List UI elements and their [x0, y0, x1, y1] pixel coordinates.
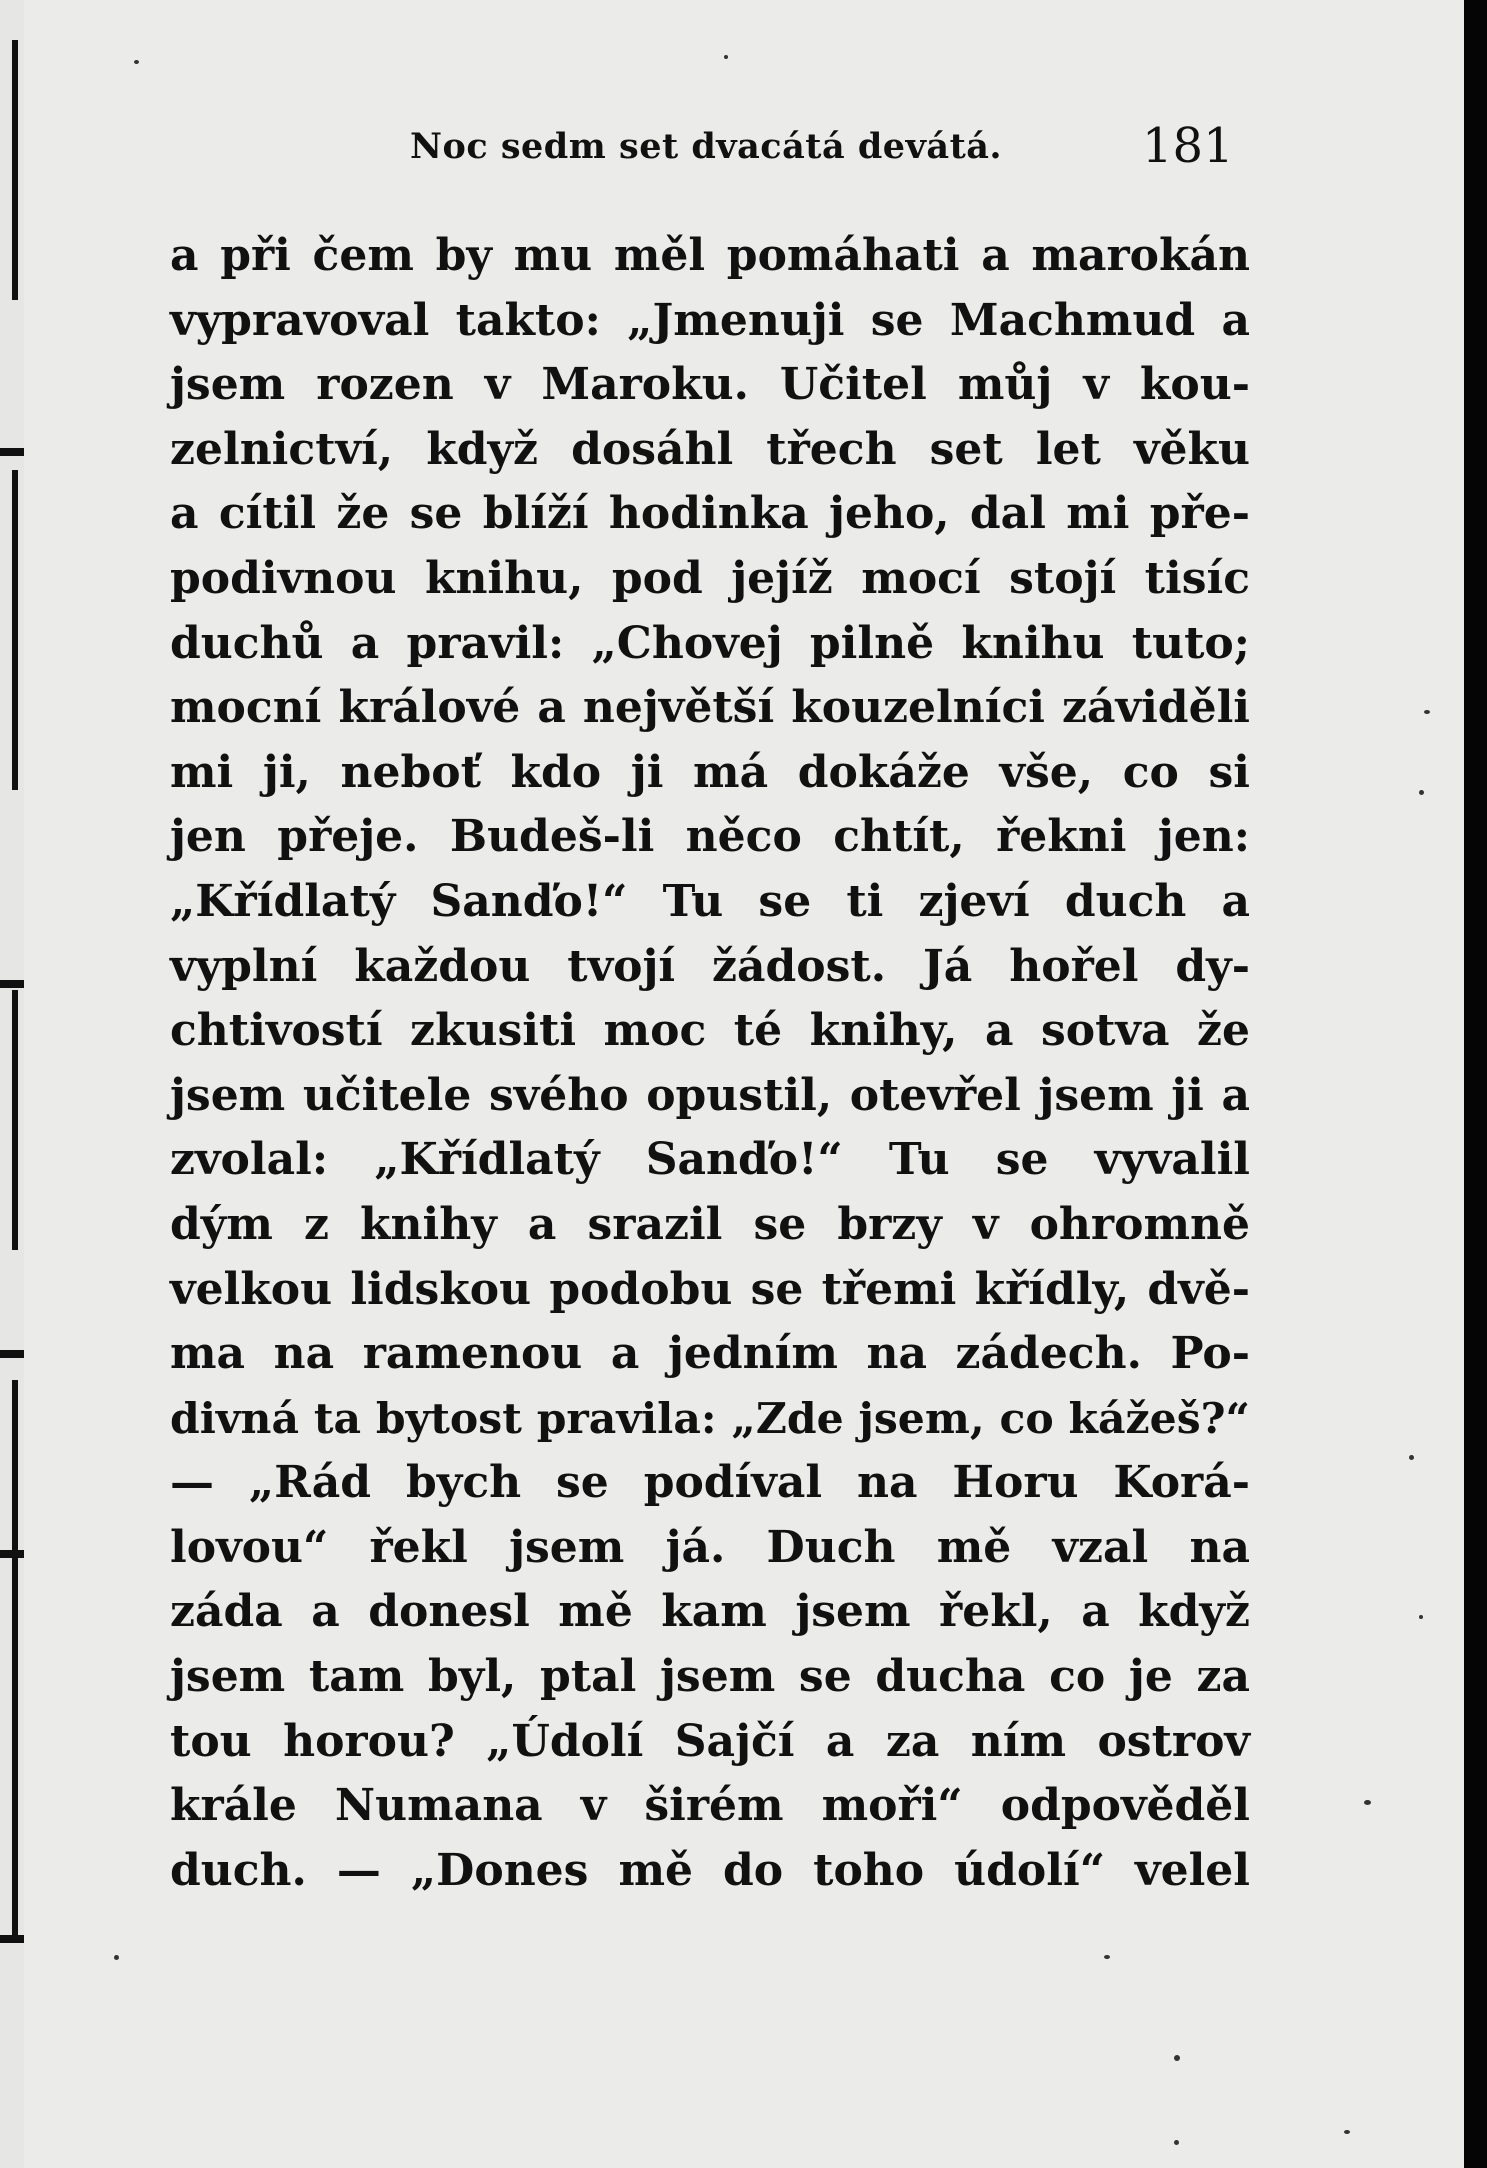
text-line: duch. — „Dones mě do toho údolí“ velel	[170, 1844, 1250, 1896]
scan-right-edge	[1464, 0, 1487, 2168]
text-line: — „Rád bych se podíval na Horu Korá-	[170, 1457, 1250, 1509]
text-line: zelnictví, když dosáhl třech set let věku	[170, 423, 1250, 475]
text-line: zvolal: „Křídlatý Sanďo!“ Tu se vyvalil	[170, 1134, 1250, 1186]
text-line: lovou“ řekl jsem já. Duch mě vzal na	[170, 1521, 1250, 1573]
text-line: jen přeje. Budeš-li něco chtít, řekni jen:	[170, 811, 1250, 863]
scan-speck	[724, 55, 728, 59]
text-line: ma na ramenou a jedním na zádech. Po-	[170, 1328, 1250, 1380]
scan-speck	[1174, 2055, 1180, 2061]
scan-speck	[1424, 710, 1430, 714]
text-line: podivnou knihu, pod jejíž mocí stojí tisíc	[170, 552, 1250, 604]
scan-speck	[134, 60, 139, 64]
text-line: vypravoval takto: „Jmenuji se Machmud a	[170, 294, 1250, 346]
gutter-rule	[12, 1560, 18, 1940]
scan-speck	[114, 1955, 119, 1960]
scan-speck	[1174, 2140, 1179, 2145]
text-line: záda a donesl mě kam jsem řekl, a když	[170, 1586, 1250, 1638]
page-header	[24, 118, 1464, 178]
scan-speck	[1364, 1800, 1371, 1805]
text-line: vyplní každou tvojí žádost. Já hořel dy-	[170, 940, 1250, 992]
scan-left-gutter	[0, 0, 24, 2168]
text-line: mocní králové a největší kouzelníci záviděli	[170, 682, 1250, 734]
text-line: tou horou? „Údolí Sajčí a za ním ostrov	[170, 1715, 1250, 1767]
text-line: jsem rozen v Maroku. Učitel můj v kou-	[170, 359, 1250, 411]
page-number: 181	[1142, 118, 1234, 174]
text-line: chtivostí zkusiti moc té knihy, a sotva že	[170, 1005, 1250, 1057]
body-text	[170, 224, 1250, 1903]
text-line: jsem tam byl, ptal jsem se ducha co je za	[170, 1651, 1250, 1703]
text-line: divná ta bytost pravila: „Zde jsem, co kážeš?“	[170, 1393, 1250, 1444]
gutter-rule	[12, 40, 18, 300]
text-line: a při čem by mu měl pomáhati a marokán	[170, 230, 1250, 281]
text-line: mi ji, neboť kdo ji má dokáže vše, co si	[170, 746, 1250, 798]
scan-speck	[1344, 2130, 1350, 2134]
text-line: velkou lidskou podobu se třemi křídly, dvě-	[170, 1263, 1250, 1315]
gutter-rule	[12, 470, 18, 790]
text-line: a cítil že se blíží hodinka jeho, dal mi pře-	[170, 488, 1250, 540]
text-line: duchů a pravil: „Chovej pilně knihu tuto;	[170, 617, 1250, 669]
scan-speck	[1104, 1955, 1110, 1959]
text-line: dým z knihy a srazil se brzy v ohromně	[170, 1198, 1250, 1250]
text-line: jsem učitele svého opustil, otevřel jsem ji a	[170, 1069, 1250, 1121]
scan-speck	[1409, 1455, 1414, 1460]
scan-speck	[1419, 1615, 1423, 1619]
book-page	[24, 0, 1464, 2168]
text-line: „Křídlatý Sanďo!“ Tu se ti zjeví duch a	[170, 875, 1250, 927]
gutter-rule	[12, 990, 18, 1250]
text-line: krále Numana v širém moři“ odpověděl	[170, 1780, 1250, 1832]
running-head: Noc sedm set dvacátá devátá.	[410, 126, 1003, 167]
scan-speck	[1419, 790, 1424, 795]
